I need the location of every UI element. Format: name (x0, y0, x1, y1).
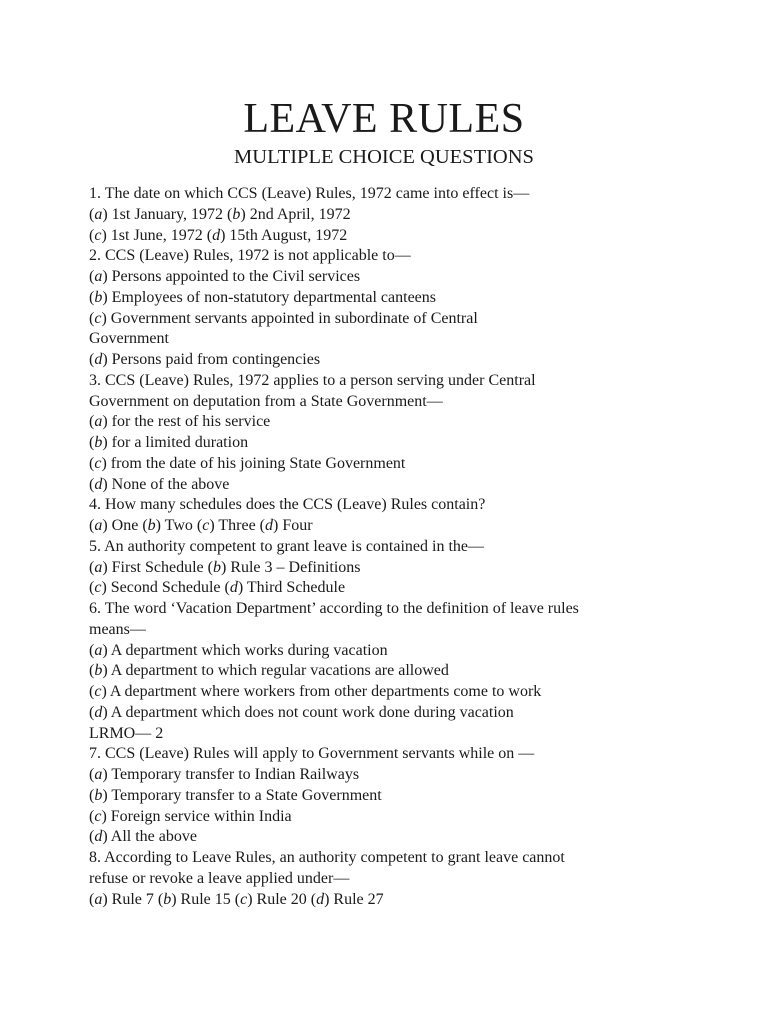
text-line: (a) Rule 7 (b) Rule 15 (c) Rule 20 (d) Rule 27 (89, 890, 384, 908)
text-line: (c) A department where workers from other departments come to work (89, 683, 542, 700)
text-line: (a) 1st January, 1972 (b) 2nd April, 1972 (89, 205, 351, 223)
text-line: (b) for a limited duration (89, 434, 249, 451)
text-line: 7. CCS (Leave) Rules will apply to Government servants while on — (89, 745, 535, 763)
text-line: refuse or revoke a leave applied under— (89, 869, 350, 887)
page-title: LEAVE RULES (243, 96, 525, 142)
questions-body (89, 184, 749, 910)
text-line: 6. The word ‘Vacation Department’ according to the definition of leave rules (89, 600, 579, 617)
page-subtitle: MULTIPLE CHOICE QUESTIONS (234, 146, 534, 168)
text-line: (c) Second Schedule (d) Third Schedule (89, 579, 346, 597)
text-line: (b) Temporary transfer to a State Government (89, 786, 382, 804)
text-line: Government (89, 330, 169, 348)
text-line: 3. CCS (Leave) Rules, 1972 applies to a person serving under Central (89, 371, 536, 389)
text-line: 8. According to Leave Rules, an authority competent to grant leave cannot (89, 849, 565, 866)
page-reference: LRMO— 2 (89, 724, 164, 742)
text-line: (a) First Schedule (b) Rule 3 – Definitions (89, 558, 361, 576)
text-line: (c) Foreign service within India (89, 807, 292, 825)
text-line: (c) 1st June, 1972 (d) 15th August, 1972 (89, 226, 348, 244)
text-line: (a) A department which works during vacation (89, 641, 388, 659)
text-line: 1. The date on which CCS (Leave) Rules, 1972 came into effect is— (89, 185, 530, 202)
text-line: (a) Temporary transfer to Indian Railways (89, 766, 360, 783)
text-line: (b) Employees of non-statutory departmental canteens (89, 288, 436, 306)
text-line: (a) Persons appointed to the Civil services (89, 268, 361, 285)
text-line: 5. An authority competent to grant leave is contained in the— (89, 537, 485, 555)
text-line: (d) A department which does not count work done during vacation (89, 703, 514, 721)
text-line: 2. CCS (Leave) Rules, 1972 is not applicable to— (89, 247, 411, 265)
text-line: (a) for the rest of his service (89, 413, 271, 431)
text-line: (d) None of the above (89, 475, 230, 493)
text-line: Government on deputation from a State Government— (89, 392, 443, 410)
text-line: means— (89, 620, 146, 638)
text-line: (a) One (b) Two (c) Three (d) Four (89, 517, 313, 534)
text-line: (b) A department to which regular vacations are allowed (89, 662, 449, 680)
text-line: (d) Persons paid from contingencies (89, 351, 321, 368)
text-line: (d) All the above (89, 828, 197, 846)
text-line: (c) from the date of his joining State Government (89, 454, 406, 472)
text-line: 4. How many schedules does the CCS (Leave) Rules contain? (89, 496, 486, 514)
text-line: (c) Government servants appointed in subordinate of Central (89, 309, 478, 327)
